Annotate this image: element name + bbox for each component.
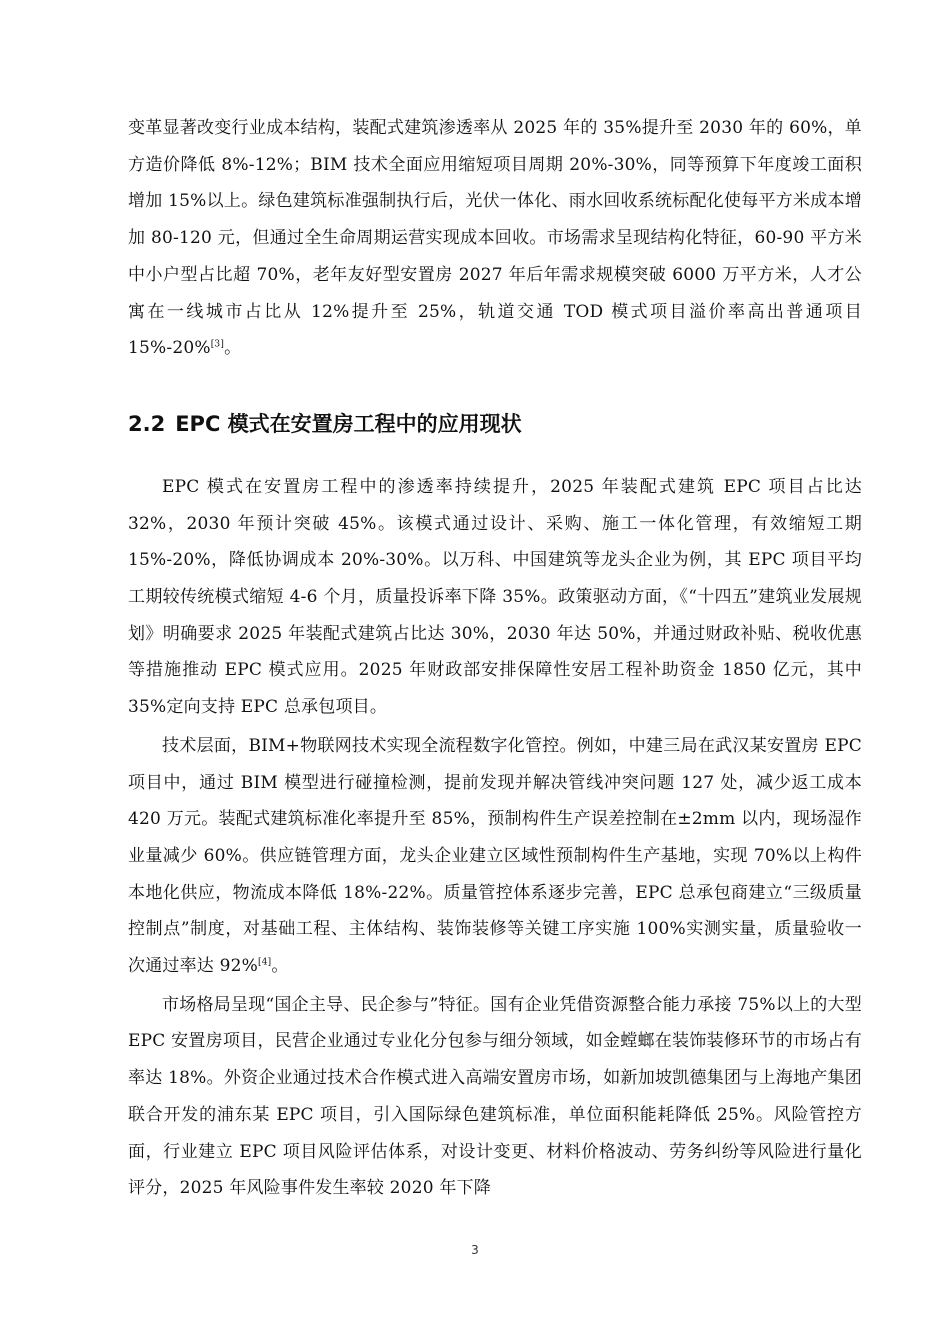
paragraph-text: EPC 模式在安置房工程中的渗透率持续提升，2025 年装配式建筑 EPC 项目占比达 32%，2030 年预计突破 45%。该模式通过设计、采购、施工一体化管理，有效缩短工期 15%-20%，降低协调成本 20%-30%。以万科、中国建筑等龙头企业为例，其 EPC 项目平均工期较传统模式缩短 4-6 个月，质量投诉率下降 35%。政策驱动方面，《“十四五”建筑业发展规划》明确要求 2025 年装配式建筑占比达 30%，2030 年达 50%，并通过财政补贴、税收优惠等措施推动 EPC 模式应用。2025 年财政部安排保障性安居工程补助资金 1850 亿元，其中 35%定向支持 EPC 总承包项目。 [128, 476, 862, 718]
section-title: EPC 模式在安置房工程中的应用现状 [175, 411, 522, 436]
page-body [128, 110, 862, 1207]
page-number: 3 [471, 1243, 479, 1257]
paragraph-technology [128, 728, 862, 985]
paragraph-end: 。 [271, 956, 289, 977]
intro-end: 。 [224, 338, 242, 359]
citation-3: [3] [210, 339, 225, 350]
paragraph-market [128, 987, 862, 1207]
intro-paragraph [128, 110, 862, 367]
intro-text: 变革显著改变行业成本结构，装配式建筑渗透率从 2025 年的 35%提升至 2030 年的 60%，单方造价降低 8%-12%；BIM 技术全面应用缩短项目周期 20%-30%，同等预算下年度竣工面积增加 15%以上。绿色建筑标准强制执行后，光伏一体化、雨水回收系统标配化使每平方米成本增加 80-120 元，但通过全生命周期运营实现成本回收。市场需求呈现结构化特征，60-90 平方米中小户型占比超 70%，老年友好型安置房 2027 年后年需求规模突破 6000 万平方米，人才公寓在一线城市占比从 12%提升至 25%，轨道交通 TOD 模式项目溢价率高出普通项目 15%-20% [128, 118, 862, 359]
paragraph-text: 市场格局呈现“国企主导、民企参与”特征。国有企业凭借资源整合能力承接 75%以上的大型 EPC 安置房项目，民营企业通过专业化分包参与细分领域，如金螳螂在装饰装修环节的市场占有率达 18%。外资企业通过技术合作模式进入高端安置房市场，如新加坡凯德集团与上海地产集团联合开发的浦东某 EPC 项目，引入国际绿色建筑标准，单位面积能耗降低 25%。风险管控方面，行业建立 EPC 项目风险评估体系，对设计变更、材料价格波动、劳务纠纷等风险进行量化评分，2025 年风险事件发生率较 2020 年下降 [128, 994, 862, 1199]
paragraph-text: 技术层面，BIM+物联网技术实现全流程数字化管控。例如，中建三局在武汉某安置房 EPC 项目中，通过 BIM 模型进行碰撞检测，提前发现并解决管线冲突问题 127 处，减少返工成本 420 万元。装配式建筑标准化率提升至 85%，预制构件生产误差控制在±2mm 以内，现场湿作业量减少 60%。供应链管理方面，龙头企业建立区域性预制构件生产基地，实现 70%以上构件本地化供应，物流成本降低 18%-22%。质量管控体系逐步完善，EPC 总承包商建立“三级质量控制点”制度，对基础工程、主体结构、装饰装修等关键工序实施 100%实测实量，质量验收一次通过率达 92% [128, 735, 862, 977]
citation-4: [4] [258, 957, 272, 968]
paragraph-epc-penetration [128, 469, 862, 726]
section-number: 2.2 [128, 411, 166, 436]
section-heading [128, 409, 862, 439]
